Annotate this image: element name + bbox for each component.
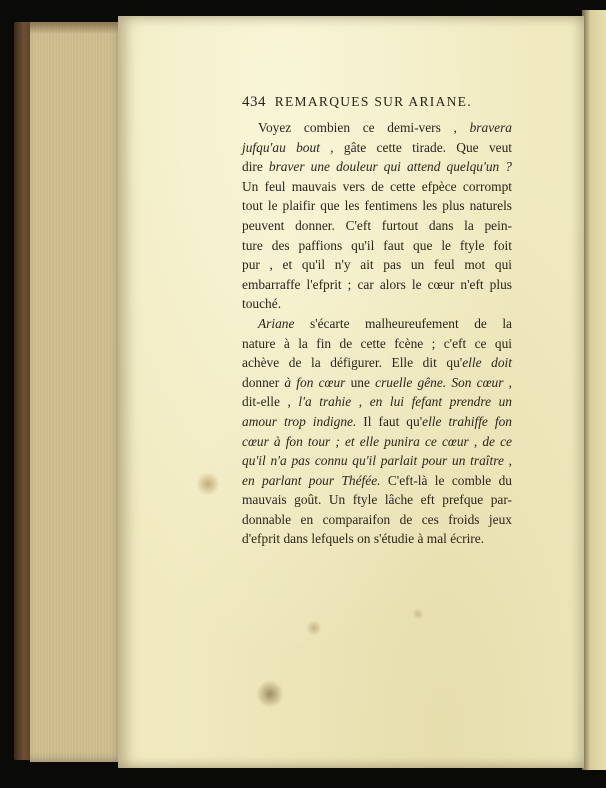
text-run: , bbox=[468, 433, 483, 449]
italic-run: braver une douleur qui attend quelqu'un ? bbox=[268, 159, 512, 175]
text-line bbox=[242, 392, 512, 412]
text-run: dit-elle , bbox=[242, 394, 299, 410]
paragraph-1 bbox=[242, 118, 512, 314]
italic-run: cruelle gêne. Son cœur bbox=[375, 374, 504, 390]
text-run: , bbox=[503, 453, 512, 469]
text-run: , bbox=[503, 374, 512, 390]
italic-run: amour trop indigne. bbox=[242, 413, 357, 429]
text-line bbox=[242, 314, 512, 334]
italic-run: qu'il n'a pas connu qu'il parlait pour un traître bbox=[242, 453, 504, 469]
foxing-spot bbox=[306, 620, 322, 636]
text-line bbox=[242, 412, 512, 432]
italic-run: Ariane bbox=[258, 315, 295, 331]
text-run: dire bbox=[242, 159, 269, 175]
text-run: Il faut qu' bbox=[356, 413, 423, 429]
text-line bbox=[242, 118, 512, 138]
text-run: d'efprit dans lefquels on s'étudie à mal écrire. bbox=[242, 531, 485, 547]
italic-run: elle doit bbox=[462, 355, 512, 371]
foxing-spot bbox=[412, 608, 424, 620]
text-line bbox=[242, 196, 512, 216]
text-run: ture des paffions qu'il faut que le ftyle foit bbox=[242, 237, 512, 253]
text-line bbox=[242, 432, 512, 452]
italic-run: l'a trahie bbox=[298, 394, 352, 410]
italic-run: jufqu'au bout bbox=[242, 139, 320, 155]
text-run: Un feul mauvais vers de cette efpèce corrompt bbox=[242, 178, 512, 194]
italic-run: cœur à fon tour ; et elle punira ce cœur bbox=[242, 433, 469, 449]
text-run: s'écarte malheureufement de la bbox=[294, 315, 512, 331]
text-run: , bbox=[351, 394, 370, 410]
text-line bbox=[242, 471, 512, 491]
paragraph-2 bbox=[242, 314, 512, 549]
text-run: tout le plaifir que les fentimens les plus naturels bbox=[242, 198, 512, 214]
text-line bbox=[242, 157, 512, 177]
text-run: , gâte cette tirade. Que veut bbox=[319, 139, 513, 155]
text-line bbox=[242, 275, 512, 295]
text-run: embarraffe l'efprit ; car alors le cœur n'eft plus bbox=[242, 276, 512, 292]
text-run: pur , et qu'il n'y ait pas un feul mot qui bbox=[242, 257, 512, 273]
text-run: C'eft-là le comble du bbox=[380, 472, 513, 488]
text-run: une bbox=[345, 374, 376, 390]
text-run: donnable en comparaifon de ces froids jeux bbox=[242, 511, 512, 527]
text-line bbox=[242, 353, 512, 373]
text-line bbox=[242, 255, 512, 275]
italic-run: en parlant pour Théfée. bbox=[242, 472, 381, 488]
body-text bbox=[242, 118, 512, 549]
page-number: 434 bbox=[242, 94, 266, 110]
text-line bbox=[242, 236, 512, 256]
text-run: donner bbox=[242, 374, 285, 390]
text-line bbox=[242, 294, 512, 314]
text-line bbox=[242, 451, 512, 471]
text-line bbox=[242, 490, 512, 510]
italic-run: à fon cœur bbox=[284, 374, 346, 390]
text-line bbox=[242, 510, 512, 530]
text-run: peuvent donner. C'eft furtout dans la pein- bbox=[242, 217, 512, 233]
running-title: REMARQUES SUR ARIANE. bbox=[274, 94, 472, 109]
italic-run: elle trahiffe fon bbox=[422, 413, 512, 429]
text-run: Voyez combien ce demi-vers , bbox=[258, 120, 470, 135]
text-run: achève de la défigurer. Elle dit qu' bbox=[242, 355, 463, 371]
text-line bbox=[242, 529, 512, 549]
text-line bbox=[242, 177, 512, 197]
text-line bbox=[242, 334, 512, 354]
page-stack-edge bbox=[30, 22, 126, 762]
foxing-spot bbox=[256, 680, 284, 708]
text-line bbox=[242, 138, 512, 158]
running-head bbox=[242, 94, 542, 111]
text-line bbox=[242, 373, 512, 393]
italic-run: bravera bbox=[469, 120, 512, 135]
foxing-spot bbox=[196, 472, 220, 496]
facing-page-edge bbox=[582, 10, 606, 770]
text-run: touché. bbox=[242, 296, 282, 312]
italic-run: en lui fefant prendre un bbox=[369, 394, 512, 410]
text-line bbox=[242, 216, 512, 236]
text-run: nature à la fin de cette fcène ; c'eft ce qui bbox=[242, 335, 512, 351]
italic-run: de ce bbox=[482, 433, 512, 449]
text-run: mauvais goût. Un ftyle lâche eft prefque par- bbox=[242, 492, 512, 508]
